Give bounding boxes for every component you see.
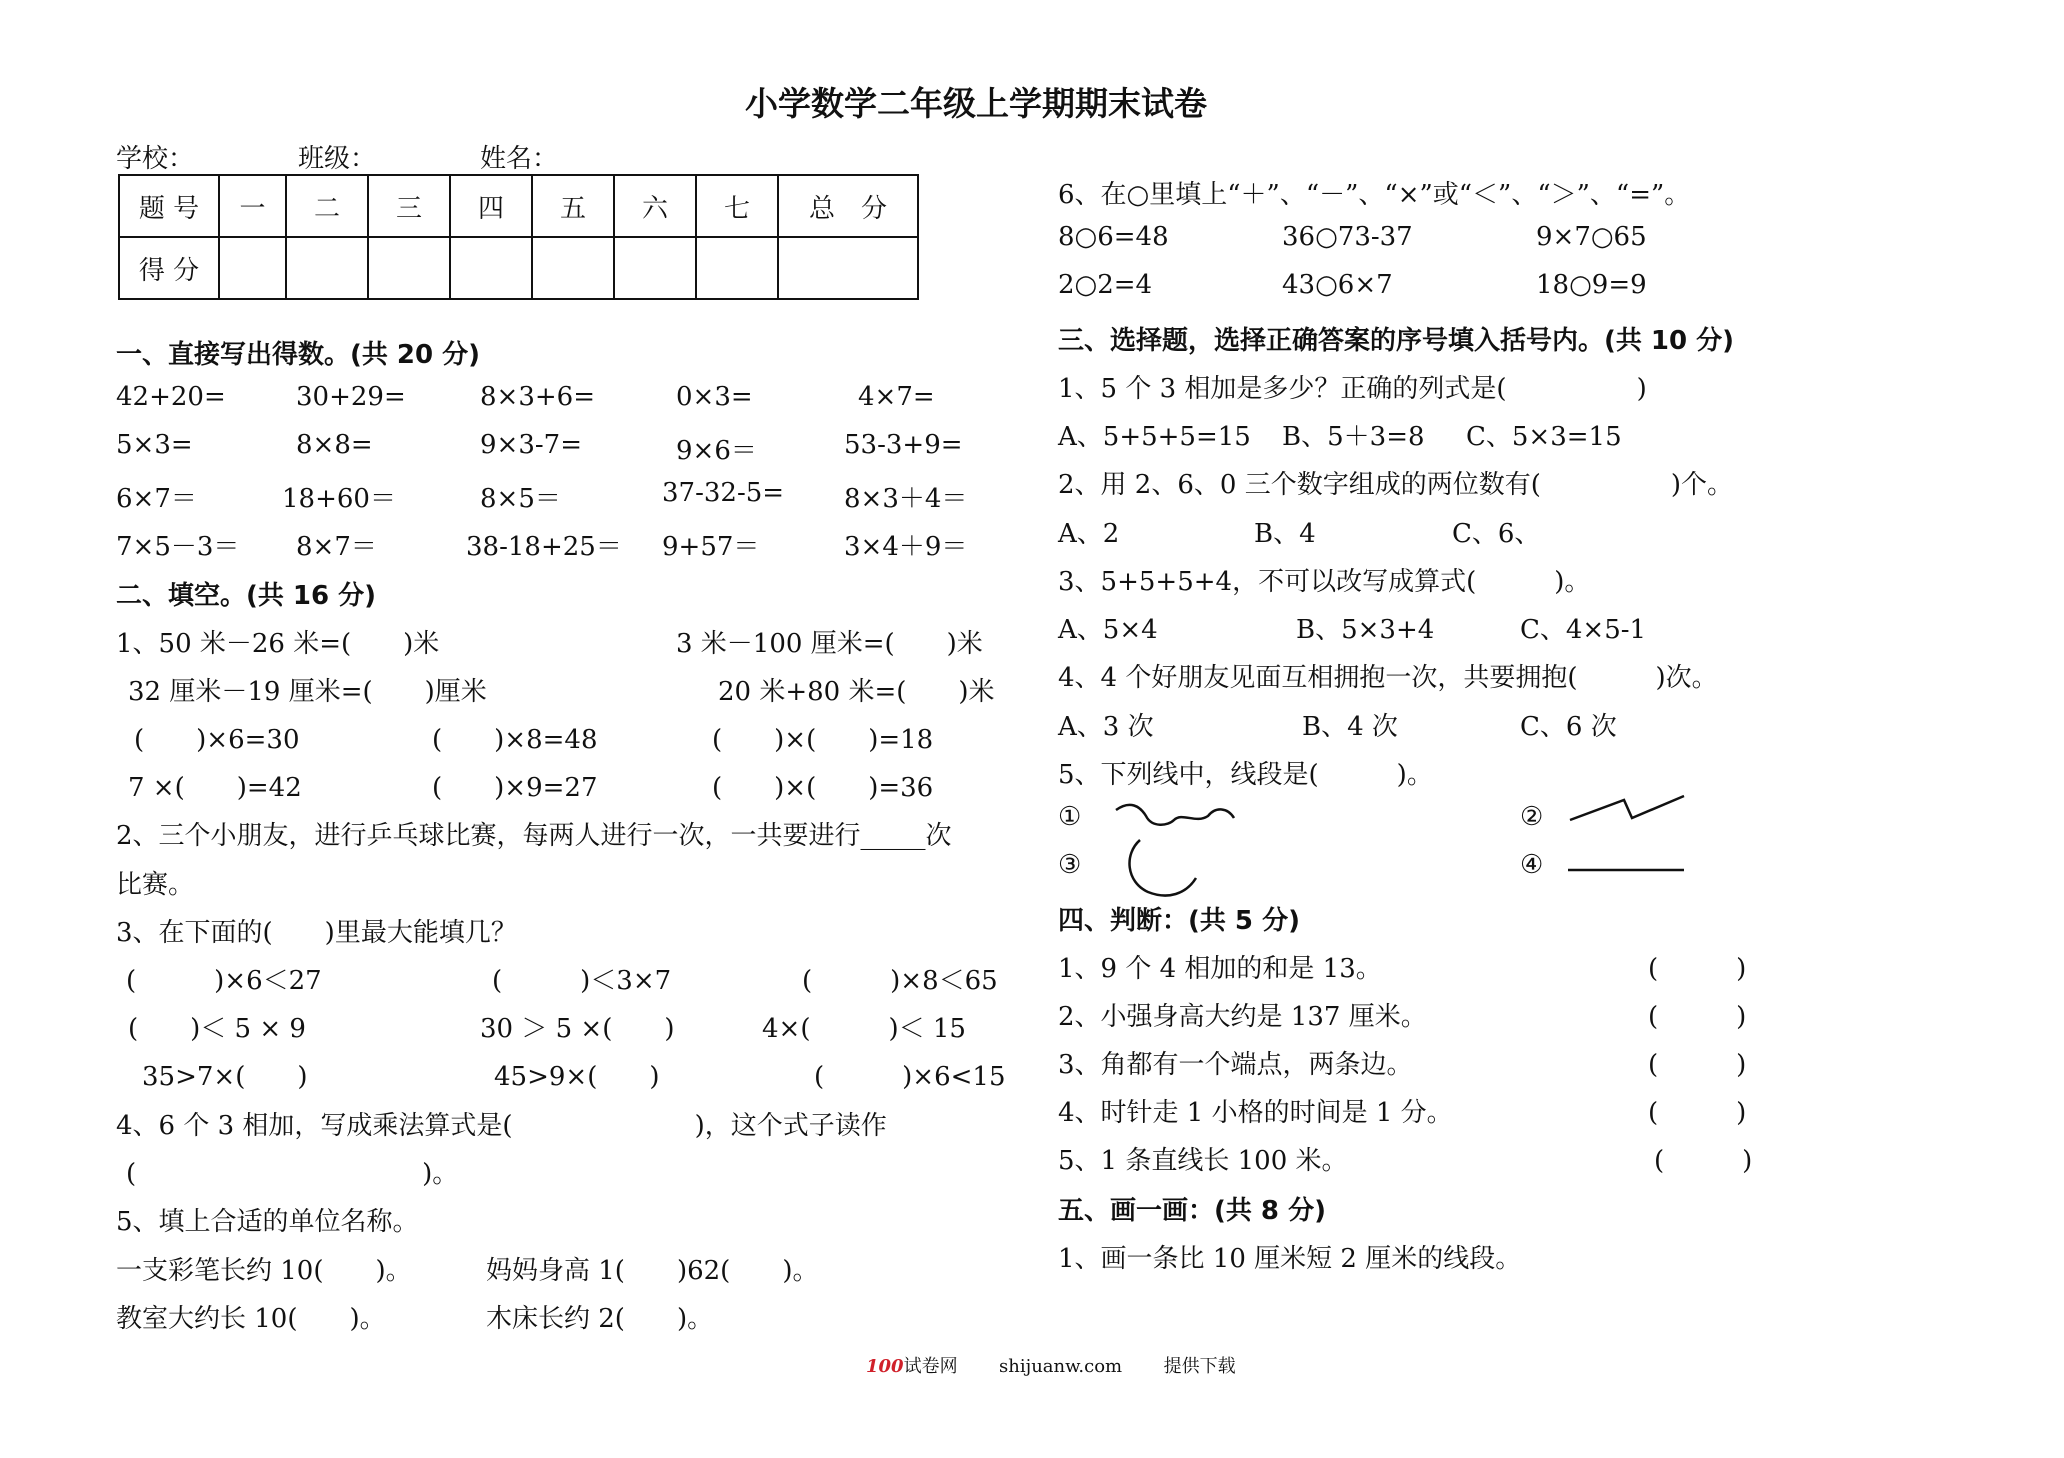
choice-question: 1、5 个 3 相加是多少？正确的列式是( ) [1058, 374, 1647, 404]
fill-item: 妈妈身高 1( )62( )。 [486, 1256, 819, 1286]
question-4-line2: ( )。 [126, 1159, 459, 1189]
score-header-cell: 五 [532, 175, 614, 237]
section-4-title: 四、判断：(共 5 分) [1058, 906, 1300, 936]
choice-option: C、6、 [1452, 519, 1541, 549]
straight-segment-icon [1566, 866, 1686, 874]
class-label: 班级： [298, 144, 377, 174]
question-2-line1: 2、三个小朋友，进行乒乓球比赛，每两人进行一次，一共要进行_____次 [116, 821, 952, 851]
choice-option: A、5+5+5=15 [1058, 422, 1251, 452]
fill-item: 43○6×7 [1282, 270, 1393, 300]
question-4-line1: 4、6 个 3 相加，写成乘法算式是( )，这个式子读作 [116, 1111, 887, 1141]
fill-item: 9×7○65 [1536, 222, 1647, 252]
score-cell[interactable] [450, 237, 532, 299]
calc-item: 4×7= [858, 382, 935, 412]
arc-line-icon [1122, 836, 1202, 902]
site-url[interactable]: shijuanw.com [999, 1356, 1123, 1377]
fill-item: ( )×( )=36 [712, 773, 934, 803]
score-cell[interactable] [614, 237, 696, 299]
fill-item: 一支彩笔长约 10( )。 [116, 1256, 412, 1286]
calc-item: 8×5＝ [480, 484, 561, 514]
judge-paren[interactable]: ( ) [1654, 1146, 1753, 1176]
curved-line-icon [1112, 796, 1237, 836]
name-label: 姓名： [480, 144, 559, 174]
question-5: 5、填上合适的单位名称。 [116, 1207, 419, 1237]
choice-option: B、4 [1254, 519, 1316, 549]
choice-option: C、6 次 [1520, 712, 1617, 742]
fill-item: 35>7×( ) [142, 1062, 308, 1092]
option-mark-1: ① [1058, 802, 1082, 832]
page-title: 小学数学二年级上学期期末试卷 [745, 84, 1207, 123]
choice-question: 5、下列线中，线段是( )。 [1058, 760, 1433, 790]
calc-item: 6×7＝ [116, 484, 197, 514]
fill-item: ( )×9=27 [432, 773, 598, 803]
fill-item: ( )×6=30 [134, 725, 300, 755]
score-row-label: 得 分 [119, 237, 219, 299]
judge-item: 4、时针走 1 小格的时间是 1 分。 [1058, 1098, 1453, 1128]
fill-item: 32 厘米－19 厘米=( )厘米 [128, 677, 487, 707]
fill-item: 木床长约 2( )。 [486, 1304, 714, 1334]
fill-item: 18○9=9 [1536, 270, 1647, 300]
calc-item: 9×6＝ [676, 436, 757, 466]
score-header-row [119, 175, 918, 237]
calc-item: 0×3= [676, 382, 753, 412]
option-mark-3: ③ [1058, 850, 1082, 880]
score-header-cell: 一 [219, 175, 286, 237]
fill-item: 3 米－100 厘米=( )米 [676, 629, 983, 659]
calc-item: 7×5－3＝ [116, 532, 240, 562]
choice-option: A、5×4 [1058, 615, 1158, 645]
fill-item: ( )×( )=18 [712, 725, 934, 755]
footer [866, 1352, 1236, 1378]
score-header-cell: 题 号 [119, 175, 219, 237]
fill-item: ( )＜ 5 × 9 [128, 1014, 306, 1044]
choice-option: B、5×3+4 [1296, 615, 1435, 645]
question-6: 6、在○里填上“＋”、“－”、“×”或“＜”、“＞”、“=”。 [1058, 180, 1691, 210]
score-cell[interactable] [778, 237, 918, 299]
score-header-cell: 四 [450, 175, 532, 237]
section-3-title: 三、选择题，选择正确答案的序号填入括号内。(共 10 分) [1058, 326, 1735, 356]
calc-item: 3×4＋9＝ [844, 532, 968, 562]
choice-question: 4、4 个好朋友见面互相拥抱一次，共要拥抱( )次。 [1058, 663, 1718, 693]
zigzag-line-icon [1566, 790, 1686, 830]
site-logo: 100 [866, 1356, 904, 1377]
score-cell[interactable] [368, 237, 450, 299]
calc-item: 18+60＝ [282, 484, 396, 514]
choice-option: A、2 [1058, 519, 1120, 549]
judge-paren[interactable]: ( ) [1648, 1002, 1747, 1032]
question-3: 3、在下面的( )里最大能填几？ [116, 918, 517, 948]
section-1-title: 一、直接写出得数。(共 20 分) [116, 340, 481, 370]
calc-item: 8×3+6= [480, 382, 595, 412]
score-header-cell: 总 分 [778, 175, 918, 237]
score-header-cell: 三 [368, 175, 450, 237]
judge-paren[interactable]: ( ) [1648, 1098, 1747, 1128]
fill-item: 7 ×( )=42 [128, 773, 302, 803]
option-mark-4: ④ [1520, 850, 1544, 880]
fill-item: 教室大约长 10( )。 [116, 1304, 386, 1334]
fill-item: ( )＜3×7 [492, 966, 672, 996]
section-5-title: 五、画一画：(共 8 分) [1058, 1196, 1326, 1226]
score-header-cell: 二 [286, 175, 368, 237]
score-cell[interactable] [696, 237, 778, 299]
school-label: 学校： [116, 144, 195, 174]
fill-item: ( )×6＜27 [126, 966, 322, 996]
score-cell[interactable] [219, 237, 286, 299]
fill-item: ( )×8=48 [432, 725, 598, 755]
fill-item: 4×( )＜ 15 [762, 1014, 966, 1044]
score-cell[interactable] [286, 237, 368, 299]
choice-question: 2、用 2、6、0 三个数字组成的两位数有( )个。 [1058, 470, 1733, 500]
calc-item: 8×7＝ [296, 532, 377, 562]
calc-item: 5×3= [116, 430, 193, 460]
fill-item: 2○2=4 [1058, 270, 1153, 300]
fill-item: ( )×6<15 [814, 1062, 1006, 1092]
calc-item: 53-3+9= [844, 430, 963, 460]
fill-item: 8○6=48 [1058, 222, 1169, 252]
score-header-cell: 六 [614, 175, 696, 237]
judge-item: 1、9 个 4 相加的和是 13。 [1058, 954, 1382, 984]
choice-option: A、3 次 [1058, 712, 1154, 742]
question-2-line2: 比赛。 [116, 870, 195, 900]
fill-item: 20 米+80 米=( )米 [718, 677, 995, 707]
judge-paren[interactable]: ( ) [1648, 1050, 1747, 1080]
calc-item: 9+57＝ [662, 532, 760, 562]
score-row [119, 237, 918, 299]
option-mark-2: ② [1520, 802, 1544, 832]
fill-item: 45>9×( ) [494, 1062, 660, 1092]
choice-option: C、5×3=15 [1466, 422, 1622, 452]
judge-item: 5、1 条直线长 100 米。 [1058, 1146, 1348, 1176]
score-cell[interactable] [532, 237, 614, 299]
score-table [118, 174, 919, 300]
calc-item: 8×3＋4＝ [844, 484, 968, 514]
fill-item: 1、50 米－26 米=( )米 [116, 629, 440, 659]
calc-item: 42+20= [116, 382, 226, 412]
choice-option: B、5＋3=8 [1282, 422, 1425, 452]
calc-item: 38-18+25＝ [466, 532, 622, 562]
calc-item: 9×3-7= [480, 430, 582, 460]
draw-question: 1、画一条比 10 厘米短 2 厘米的线段。 [1058, 1244, 1522, 1274]
judge-paren[interactable]: ( ) [1648, 954, 1747, 984]
fill-item: 36○73-37 [1282, 222, 1413, 252]
footer-note: 提供下载 [1163, 1356, 1236, 1377]
judge-item: 3、角都有一个端点，两条边。 [1058, 1050, 1413, 1080]
calc-item: 8×8= [296, 430, 373, 460]
choice-option: C、4×5-1 [1520, 615, 1647, 645]
site-name: 试卷网 [903, 1356, 958, 1377]
fill-item: 30 ＞ 5 ×( ) [480, 1014, 675, 1044]
score-header-cell: 七 [696, 175, 778, 237]
choice-option: B、4 次 [1302, 712, 1398, 742]
judge-item: 2、小强身高大约是 137 厘米。 [1058, 1002, 1427, 1032]
fill-item: ( )×8＜65 [802, 966, 998, 996]
calc-item: 37-32-5= [662, 478, 785, 508]
calc-item: 30+29= [296, 382, 406, 412]
section-2-title: 二、填空。(共 16 分) [116, 581, 377, 611]
choice-question: 3、5+5+5+4，不可以改写成算式( )。 [1058, 567, 1591, 597]
